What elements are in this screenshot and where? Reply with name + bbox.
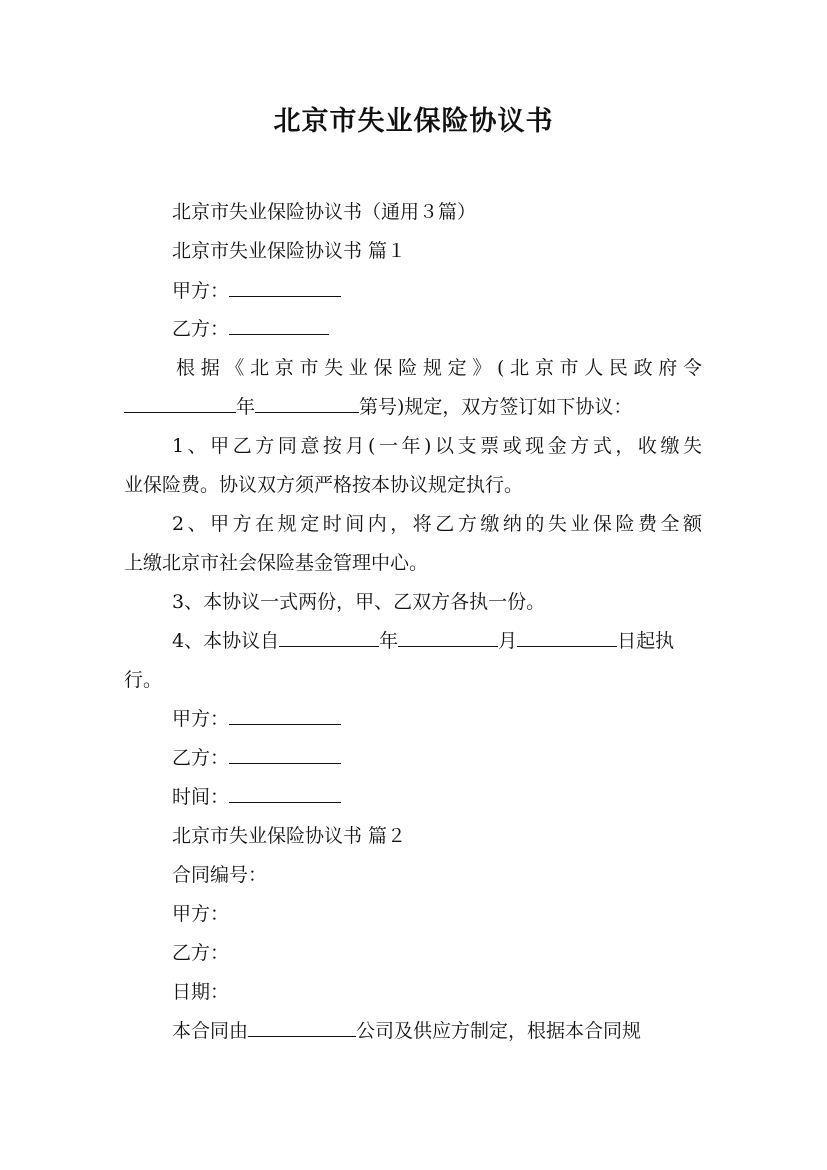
body-end: 公司及供应方制定，根据本合同规 (356, 1020, 642, 1042)
sign-time-line (172, 784, 341, 810)
piece2-date-label: 日期： (172, 981, 230, 1003)
piece2-party-b-label: 乙方： (172, 942, 230, 964)
sign-party-a-blank (229, 707, 341, 725)
decree-number-blank (124, 395, 236, 413)
clause-2-line-1: 2、甲方在规定时间内，将乙方缴纳的失业保险费全额 (172, 513, 702, 535)
clause-2-line-2: 上缴北京市社会保险基金管理中心。 (124, 552, 429, 574)
clause-4-end: 日起执 (617, 630, 675, 652)
sign-party-b-label: 乙方： (172, 747, 230, 769)
basis-tail: 第号)规定，双方签订如下协议： (359, 396, 633, 418)
clause-4-line-2: 行。 (124, 669, 163, 691)
decree-year-blank (255, 395, 359, 413)
piece1-heading: 北京市失业保险协议书 篇１ (172, 240, 407, 262)
sign-party-a-line (172, 706, 341, 732)
intro-title: 北京市失业保险协议书（通用３篇） (172, 201, 477, 223)
sign-party-b-line (172, 745, 341, 771)
start-month-blank (398, 629, 498, 647)
company-blank (248, 1019, 356, 1037)
sign-party-a-label: 甲方： (172, 708, 230, 730)
basis-line-1: 根据《北京市失业保险规定》(北京市人民政府令 (176, 357, 702, 379)
sign-time-blank (229, 785, 341, 803)
body-start: 本合同由 (172, 1020, 249, 1042)
clause-4-start: 4、本协议自 (172, 630, 280, 652)
clause-4-line-1 (172, 628, 674, 654)
sign-party-b-blank (229, 746, 341, 764)
document-title: 北京市失业保险协议书 (273, 106, 554, 137)
piece2-heading: 北京市失业保险协议书 篇２ (172, 825, 407, 847)
clause-4-year: 年 (379, 630, 399, 652)
start-year-blank (279, 629, 379, 647)
clause-3: 3、本协议一式两份，甲、乙双方各执一份。 (172, 591, 546, 613)
clause-1-line-2: 业保险费。协议双方须严格按本协议规定执行。 (124, 474, 524, 496)
piece2-body-line-1 (172, 1018, 641, 1044)
piece1-party-a-line (172, 278, 341, 304)
party-a-blank (229, 279, 341, 297)
party-b-blank (229, 317, 329, 335)
contract-number-label: 合同编号： (172, 864, 268, 886)
party-b-label: 乙方： (172, 318, 230, 340)
clause-4-month: 月 (498, 630, 518, 652)
sign-time-label: 时间： (172, 786, 230, 808)
basis-line-2 (124, 394, 632, 420)
party-a-label: 甲方： (172, 280, 230, 302)
basis-year: 年 (236, 396, 256, 418)
clause-1-line-1: 1、甲乙方同意按月(一年)以支票或现金方式，收缴失 (172, 435, 702, 457)
start-day-blank (517, 629, 617, 647)
piece1-party-b-line (172, 316, 329, 342)
piece2-party-a-label: 甲方： (172, 903, 230, 925)
